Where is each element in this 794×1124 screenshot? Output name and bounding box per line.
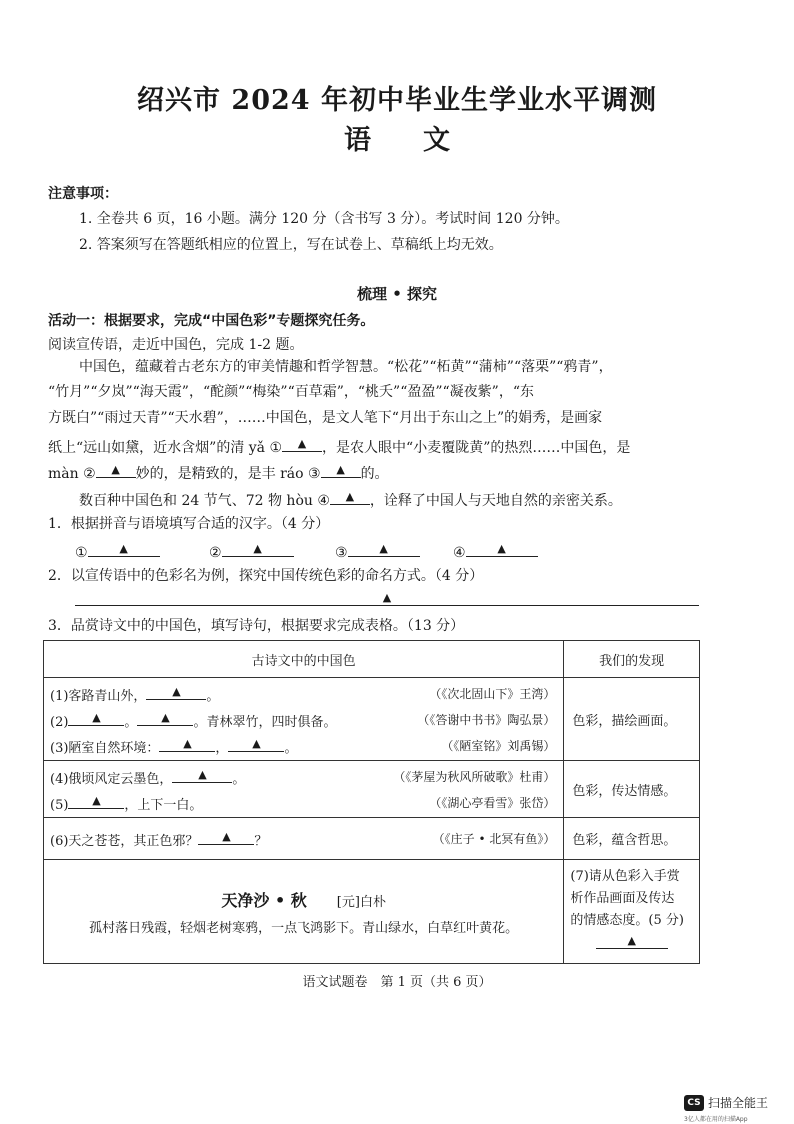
table-row: (1)客路青山外， ▲ 。 （《次北固山下》王湾） xyxy=(50,684,556,704)
table-header-left: 古诗文中的中国色 xyxy=(44,641,564,678)
table-cell-poems-2 xyxy=(44,761,564,818)
activity-heading: 活动一：根据要求，完成“中国色彩”专题探究任务。 xyxy=(48,313,375,329)
q1-blank-1[interactable]: ▲ xyxy=(88,540,160,557)
row4-blank[interactable]: ▲ xyxy=(172,766,232,783)
question-3: 3．品赏诗文中的中国色，填写诗句，根据要求完成表格。（13 分） xyxy=(48,618,465,634)
q1-answer-1: ① ▲ xyxy=(75,540,160,563)
q1-blank-3[interactable]: ▲ xyxy=(348,540,420,557)
question-1: 1．根据拼音与语境填写合适的汉字。（4 分） xyxy=(48,516,330,532)
table-row: (4)俄顷风定云墨色， ▲ 。 （《茅屋为秋风所破歌》杜甫） xyxy=(50,767,556,787)
camscanner-tagline: 3亿人都在用的扫描App xyxy=(684,1116,748,1123)
camscanner-name: 扫描全能王 xyxy=(708,1096,769,1110)
table-header-row xyxy=(44,641,700,678)
row1-blank[interactable]: ▲ xyxy=(146,683,206,700)
table-cell-poems-3 xyxy=(44,818,564,860)
passage-line-4a: 纸上“远山如黛，近水含烟”的清 yǎ ① xyxy=(48,440,283,456)
passage-line-5b: 妙的，是精致的，是丰 ráo ③ xyxy=(135,466,321,482)
table-row: (2) ▲ 。 ▲ 。青林翠竹，四时俱备。 （《答谢中书书》陶弘景） xyxy=(50,710,556,730)
table-row: (6)天之苍苍，其正色邪？ ▲ ？ （《庄子 • 北冥有鱼》） xyxy=(50,830,556,849)
table-row-poem xyxy=(44,860,700,964)
task-7-line-3: 的情感态度。(5 分) xyxy=(570,913,684,928)
passage-line-5a: màn ② xyxy=(48,466,96,482)
row6-blank[interactable]: ▲ xyxy=(198,828,254,845)
passage-line-3: 方既白”“雨过天青”“天水碧”，……中国色，是文人笔下“月出于东山之上”的娟秀，是画家 xyxy=(48,410,603,426)
notice-heading: 注意事项： xyxy=(48,186,118,202)
blank-1[interactable]: ▲ xyxy=(282,435,322,452)
blank-3[interactable]: ▲ xyxy=(321,461,361,478)
passage-line-6a: 数百种中国色和 24 节气、72 物 hòu ④ xyxy=(79,493,330,509)
notice-item-2: 2. 答案须写在答题纸相应的位置上，写在试卷上、草稿纸上均无效。 xyxy=(79,237,503,253)
passage-line-1: 中国色，蕴藏着古老东方的审美情趣和哲学智慧。“松花”“柘黄”“蒲柿”“落栗”“鸦青”， xyxy=(79,359,613,375)
q2-answer-line[interactable]: ▲ xyxy=(75,589,699,606)
question-2: 2．以宣传语中的色彩名为例，探究中国传统色彩的命名方式。（4 分） xyxy=(48,568,484,584)
finding-2: 色彩，传达情感。 xyxy=(564,761,700,818)
task-7-cell xyxy=(564,860,700,964)
table-row-group-3 xyxy=(44,818,700,860)
poem-text: 孤村落日残霞，轻烟老树寒鸦，一点飞鸿影下。青山绿水，白草红叶黄花。 xyxy=(89,920,519,936)
passage-line-4 xyxy=(48,435,630,458)
poem-cell xyxy=(44,860,564,964)
section-title: 梳理 • 探究 xyxy=(356,285,438,303)
poem-author: [元]白朴 xyxy=(336,894,386,910)
table-row-group-1 xyxy=(44,678,700,761)
task-7-blank[interactable]: ▲ xyxy=(596,932,668,949)
table-row-group-2 xyxy=(44,761,700,818)
q1-blank-4[interactable]: ▲ xyxy=(466,540,538,557)
finding-1: 色彩，描绘画面。 xyxy=(564,678,700,761)
finding-3: 色彩，蕴含哲思。 xyxy=(564,818,700,860)
passage-line-4b: ，是农人眼中“小麦覆陇黄”的热烈……中国色，是 xyxy=(322,440,631,456)
subject-title: 语文 xyxy=(344,125,502,156)
table-row: (5) ▲ ，上下一白。 （《湖心亭看雪》张岱） xyxy=(50,793,556,813)
row2-blank-a[interactable]: ▲ xyxy=(68,709,124,726)
row3-blank-b[interactable]: ▲ xyxy=(228,735,284,752)
intro-text: 阅读宣传语，走近中国色，完成 1-2 题。 xyxy=(48,337,304,353)
task-7-line-2: 析作品画面及传达 xyxy=(570,891,675,906)
table-header-right: 我们的发现 xyxy=(564,641,700,678)
passage-line-6b: ，诠释了中国人与天地自然的亲密关系。 xyxy=(369,493,622,509)
exam-title: 绍兴市 2024 年初中毕业生学业水平调测 xyxy=(137,85,657,116)
poem-title: 天净沙 • 秋 xyxy=(221,890,307,910)
table-cell-poems-1 xyxy=(44,678,564,761)
table-row: (3)陋室自然环境： ▲ ， ▲ 。 （《陋室铭》刘禹锡） xyxy=(50,736,556,756)
camscanner-logo-icon: CS xyxy=(684,1095,704,1111)
row5-blank[interactable]: ▲ xyxy=(68,792,124,809)
passage-line-6 xyxy=(79,488,622,511)
blank-2[interactable]: ▲ xyxy=(96,461,136,478)
passage-line-2: “竹月”“夕岚”“海天霞”，“酡颜”“梅染”“百草霜”，“桃夭”“盈盈”“凝夜紫”，“东 xyxy=(48,384,534,400)
q1-answer-4: ④ ▲ xyxy=(453,540,538,563)
page-footer: 语文试题卷 第 1 页（共 6 页） xyxy=(302,975,492,990)
poetry-table xyxy=(43,640,700,964)
notice-item-1: 1. 全卷共 6 页，16 小题。满分 120 分（含书写 3 分）。考试时间 120 分钟。 xyxy=(79,211,569,227)
blank-4[interactable]: ▲ xyxy=(330,488,370,505)
row2-blank-b[interactable]: ▲ xyxy=(137,709,193,726)
q1-blank-2[interactable]: ▲ xyxy=(222,540,294,557)
passage-line-5 xyxy=(48,461,389,484)
passage-line-5c: 的。 xyxy=(360,466,389,482)
task-7-line-1: (7)请从色彩入手赏 xyxy=(570,869,680,884)
q1-answer-2: ② ▲ xyxy=(209,540,294,563)
q1-answer-3: ③ ▲ xyxy=(335,540,420,563)
row3-blank-a[interactable]: ▲ xyxy=(159,735,215,752)
